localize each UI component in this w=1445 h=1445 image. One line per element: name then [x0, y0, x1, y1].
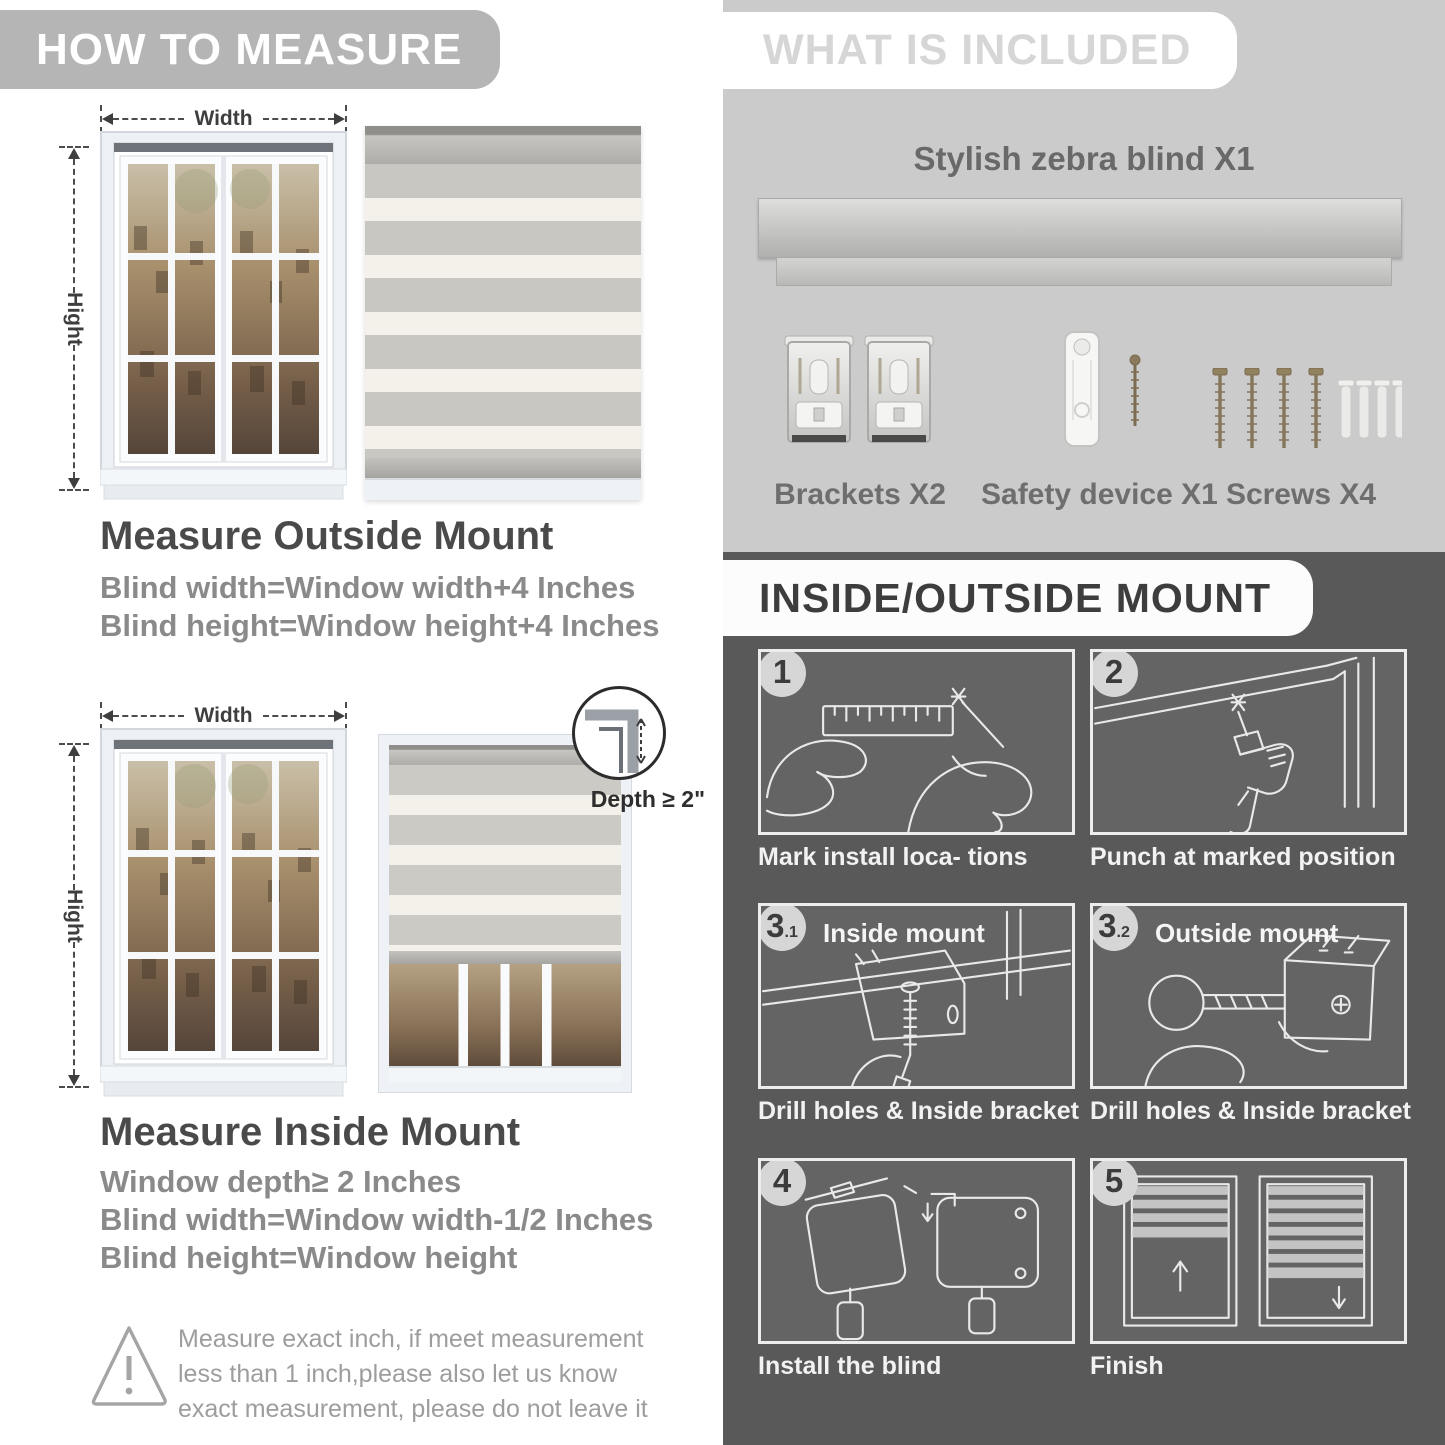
arrow-right-icon	[334, 113, 345, 125]
blind-bottom-rail	[389, 951, 621, 964]
mark-location-illustration	[761, 652, 1072, 832]
step-badge: 3 .2	[1090, 903, 1138, 951]
inside-height-dimension	[62, 743, 86, 1088]
drill-position-illustration	[1093, 652, 1404, 832]
arrow-up-icon	[68, 148, 80, 159]
step-badge: 4	[758, 1158, 806, 1206]
what-is-included-section	[723, 0, 1445, 552]
inside-formula-width: Blind width=Window width-1/2 Inches	[100, 1202, 654, 1237]
warning-text: Measure exact inch, if meet measurement less than 1 inch,please also let us know exact measurement, please do not leave it	[178, 1325, 648, 1423]
outside-width-dimension	[100, 107, 347, 131]
window-illustration-inside	[100, 728, 347, 1097]
outside-mount-title: Measure Outside Mount	[100, 514, 554, 558]
brackets-icon	[783, 328, 935, 460]
step-badge: 5	[1090, 1158, 1138, 1206]
step-title: Outside mount	[1155, 918, 1339, 948]
blind-bottom-rail	[365, 458, 641, 478]
blind-cassette	[365, 126, 641, 164]
width-label: Width	[194, 704, 253, 727]
what-is-included-header	[723, 12, 1237, 89]
left-door	[120, 156, 223, 462]
step-title: Inside mount	[823, 918, 985, 948]
step-panel-1	[758, 649, 1075, 835]
screws-icon	[1212, 368, 1402, 460]
step-caption-4: Install the blind	[758, 1352, 942, 1380]
blind-stripes	[365, 164, 641, 458]
arrow-up-icon	[68, 745, 80, 756]
step-badge: 2	[1090, 649, 1138, 697]
dimension-tick	[345, 105, 347, 133]
step-caption-1: Mark install loca- tions	[758, 843, 1028, 871]
mount-header	[723, 560, 1313, 636]
brackets-label: Brackets X2	[774, 478, 946, 511]
inside-width-dimension	[100, 704, 347, 728]
step-panel-2	[1090, 649, 1407, 835]
height-label: Hight	[63, 888, 86, 943]
step-panel-4	[758, 1158, 1075, 1344]
arrow-down-icon	[68, 478, 80, 489]
arrow-right-icon	[334, 710, 345, 722]
headrail-valance	[776, 257, 1392, 286]
safety-device-icon	[1043, 330, 1163, 458]
step-panel-5	[1090, 1158, 1407, 1344]
inside-formula-height: Blind height=Window height	[100, 1240, 518, 1275]
arrow-left-icon	[102, 113, 113, 125]
outside-formula-width: Blind width=Window width+4 Inches	[100, 570, 636, 605]
wall-anchors	[1338, 380, 1402, 438]
step-caption-3-1: Drill holes & Inside bracket	[758, 1097, 1079, 1125]
window-sill	[389, 1066, 621, 1082]
product-label: Stylish zebra blind X1	[913, 140, 1255, 177]
depth-magnifier-icon	[572, 686, 666, 780]
what-is-included-title: WHAT IS INCLUDED	[763, 26, 1192, 74]
headrail-image	[758, 198, 1402, 258]
safety-device-label: Safety device X1	[981, 478, 1218, 511]
window-illustration-outside	[100, 131, 347, 500]
inside-mount-title: Measure Inside Mount	[100, 1110, 521, 1154]
step-caption-3-2: Drill holes & Inside bracket	[1090, 1097, 1411, 1125]
step-badge: 1	[758, 649, 806, 697]
arrow-left-icon	[102, 710, 113, 722]
step-panel-3-2	[1090, 903, 1407, 1089]
install-blind-illustration	[761, 1161, 1072, 1341]
step-caption-5: Finish	[1090, 1352, 1164, 1380]
how-to-measure-title: HOW TO MEASURE	[36, 24, 463, 74]
window-sill-sliver	[365, 478, 641, 500]
screws-label: Screws X4	[1225, 478, 1377, 511]
height-label: Hight	[63, 291, 86, 346]
arrow-down-icon	[68, 1075, 80, 1086]
mount-instructions-section	[723, 552, 1445, 1445]
right-door	[224, 156, 327, 462]
step-badge: 3 .1	[758, 903, 806, 951]
outside-height-dimension	[62, 146, 86, 491]
step-panel-3-1	[758, 903, 1075, 1089]
zebra-blind-outside-mount	[365, 126, 641, 500]
width-label: Width	[194, 107, 253, 130]
window-panes	[389, 964, 621, 1066]
inside-formula-depth: Window depth≥ 2 Inches	[100, 1164, 462, 1199]
depth-label: Depth ≥ 2"	[590, 786, 705, 812]
mount-title: INSIDE/OUTSIDE MOUNT	[759, 574, 1272, 621]
outside-formula-height: Blind height=Window height+4 Inches	[100, 608, 660, 643]
how-to-measure-header	[0, 10, 500, 89]
step-caption-2: Punch at marked position	[1090, 843, 1396, 871]
warning-triangle-icon	[88, 1322, 170, 1410]
finish-illustration	[1093, 1161, 1404, 1341]
